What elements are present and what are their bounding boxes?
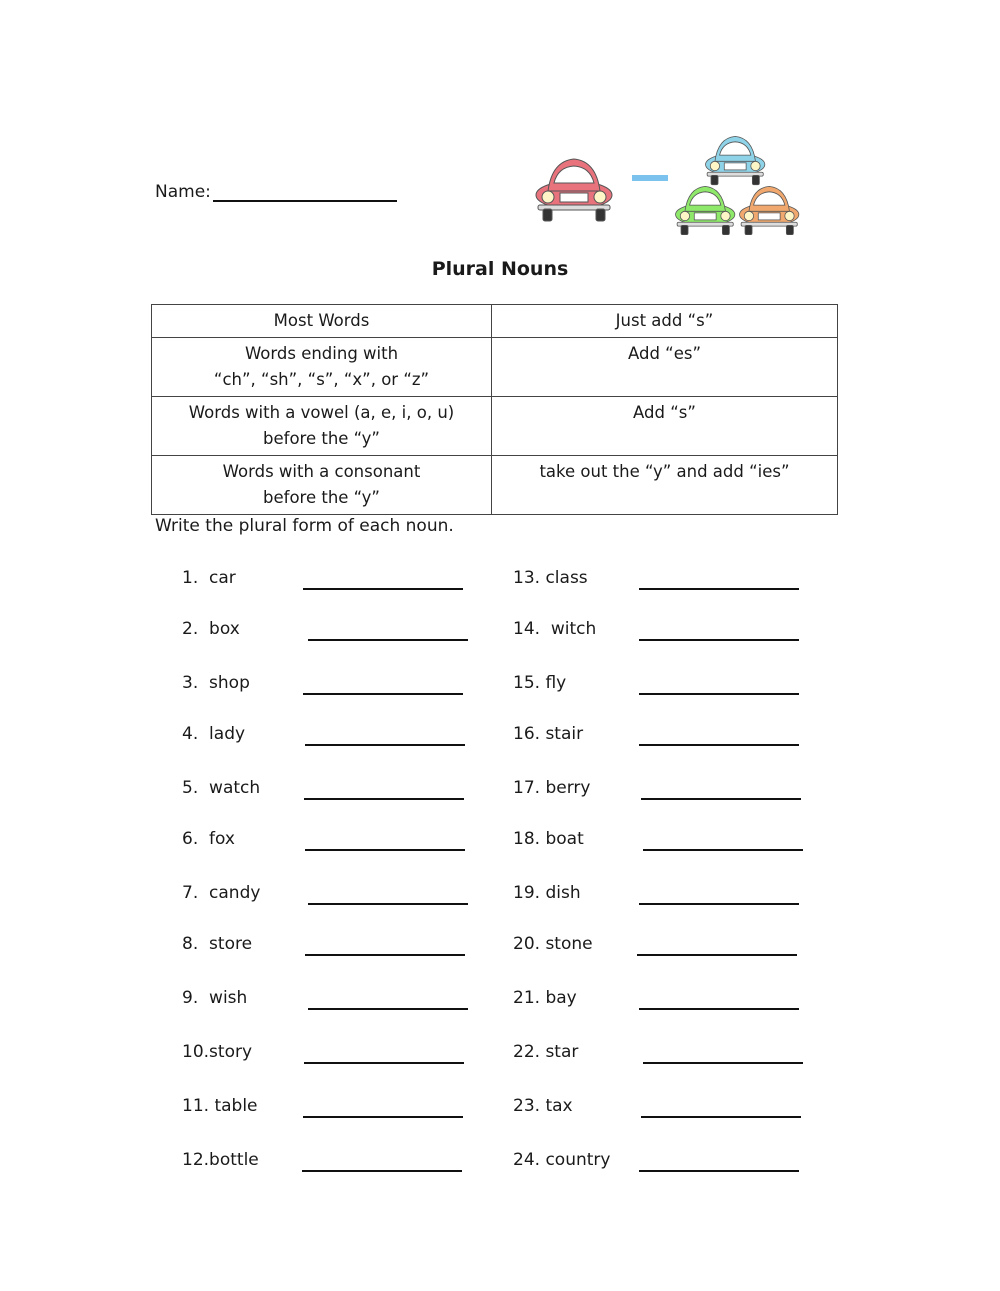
action-cell: take out the “y” and add “ies” (492, 456, 838, 515)
answer-line[interactable] (639, 903, 799, 905)
rule-cell: Words with a vowel (a, e, i, o, u) before the “y” (152, 397, 492, 456)
answer-line[interactable] (303, 693, 463, 695)
answer-line[interactable] (302, 1170, 462, 1172)
answer-line[interactable] (637, 954, 797, 956)
answer-line[interactable] (308, 903, 468, 905)
action-cell: Add “s” (492, 397, 838, 456)
answer-line[interactable] (303, 1116, 463, 1118)
name-row (155, 182, 397, 202)
answer-line[interactable] (641, 1116, 801, 1118)
rule-cell: Most Words (152, 305, 492, 338)
worksheet-page: Name: Plural Nouns Most Words Just add “s” Words ending with “ch”, “sh”, “s”, “x”, or “z” Add “es” Words with a vowel (a, e, i, o, u) before the “y” Add “s” Words with a consonant before the “y” take out the “y” and add “ies” Write the plural form of each noun. 1. car 2. box 3. shop 4. lady 5. watch 6. fox 7. candy 8. store 9. wish 10.story 11. table 12.bottle 13. class 14. witch 15. fly 16. stair 17. berry 18. boat 19. dish 20. stone 21. bay 22. star 23. tax 24. country (0, 0, 1000, 1291)
red-car-icon (536, 159, 612, 221)
answer-line[interactable] (308, 639, 468, 641)
answer-line[interactable] (643, 849, 803, 851)
answer-line[interactable] (305, 954, 465, 956)
rule-cell: Words ending with “ch”, “sh”, “s”, “x”, or “z” (152, 338, 492, 397)
answer-line[interactable] (639, 639, 799, 641)
rules-row (152, 338, 838, 397)
answer-line[interactable] (303, 588, 463, 590)
instruction-text: Write the plural form of each noun. (155, 516, 454, 536)
answer-line[interactable] (639, 744, 799, 746)
action-cell: Just add “s” (492, 305, 838, 338)
answer-line[interactable] (304, 798, 464, 800)
page-title: Plural Nouns (431, 258, 569, 280)
blue-car-icon (706, 136, 765, 184)
rule-cell: Words with a consonant before the “y” (152, 456, 492, 515)
green-car-icon (676, 186, 735, 234)
answer-line[interactable] (305, 744, 465, 746)
name-field[interactable] (213, 182, 397, 202)
answer-line[interactable] (641, 798, 801, 800)
answer-line[interactable] (639, 1008, 799, 1010)
answer-line[interactable] (305, 849, 465, 851)
motion-line (632, 175, 668, 181)
answer-line[interactable] (639, 1170, 799, 1172)
name-label: Name: (155, 182, 211, 202)
answer-line[interactable] (304, 1062, 464, 1064)
plural-rules-table (151, 304, 838, 515)
answer-line[interactable] (639, 693, 799, 695)
answer-line[interactable] (643, 1062, 803, 1064)
orange-car-icon (740, 186, 799, 234)
rules-row (152, 397, 838, 456)
answer-line[interactable] (308, 1008, 468, 1010)
rules-row (152, 456, 838, 515)
cars-illustration (530, 125, 810, 235)
action-cell: Add “es” (492, 338, 838, 397)
rules-row (152, 305, 838, 338)
answer-line[interactable] (639, 588, 799, 590)
